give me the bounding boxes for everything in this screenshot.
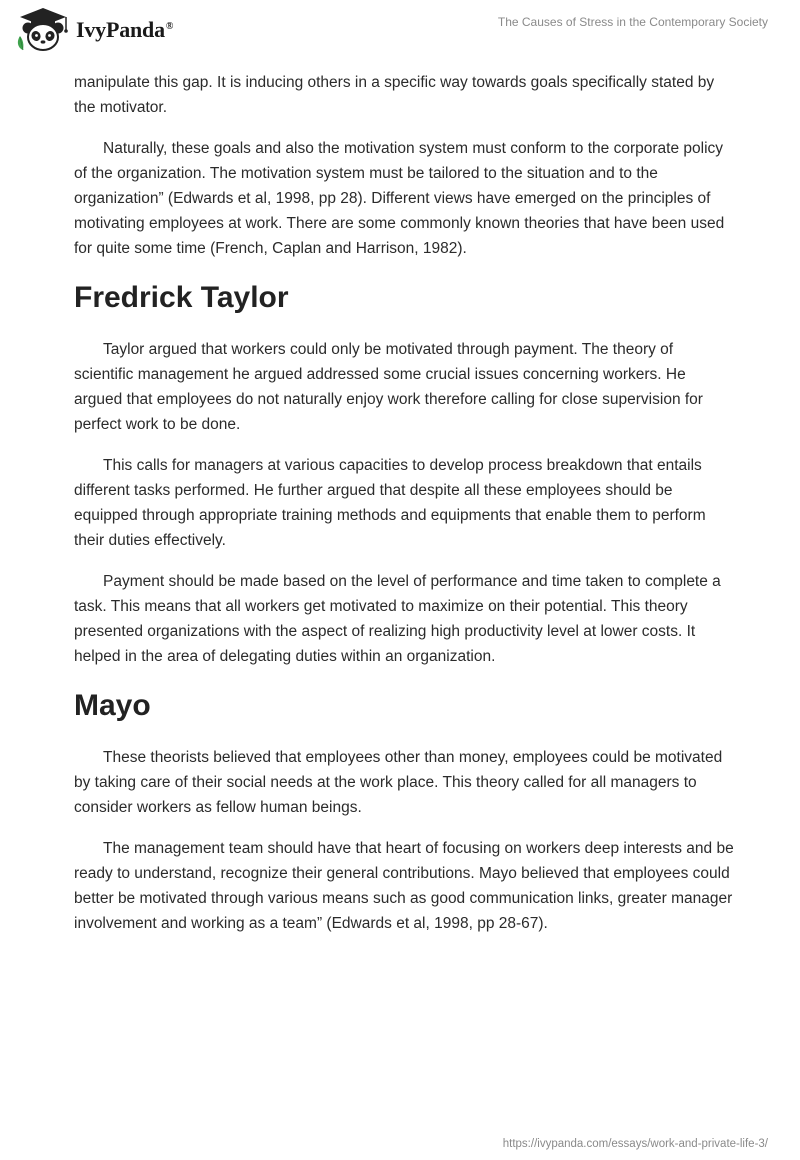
paragraph: The management team should have that heart of focusing on workers deep interests and be ready to understand, recognize their general contributions. Mayo believed that employees could better be motivated through various means such as good communication links, greater manager involvement and working as a team” (Edwards et al, 1998, pp 28-67). <box>74 840 734 932</box>
paragraph: Naturally, these goals and also the motivation system must conform to the corporate policy of the organization. The motivation system must be tailored to the situation and to the organization” (Edwards et al, 1998, pp 28). Different views have emerged on the principles of motivating employees at work. There are some commonly known theories that have been used for quite some time (French, Caplan and Harrison, 1982). <box>74 140 725 257</box>
registered-mark: ® <box>165 20 174 32</box>
source-url[interactable]: https://ivypanda.com/essays/work-and-private-life-3/ <box>502 1138 768 1150</box>
ivypanda-logo[interactable] <box>14 6 173 52</box>
paragraph: This calls for managers at various capacities to develop process breakdown that entails different tasks performed. He further argued that despite all these employees should be equipped through appropriate training methods and equipments that enable them to perform their duties effectively. <box>74 457 706 549</box>
section-heading-fredrick-taylor: Fredrick Taylor <box>74 281 289 314</box>
paragraph: These theorists believed that employees other than money, employees could be motivated by taking care of their social needs at the work place. This theory called for all managers to consider workers as fellow human beings. <box>74 749 723 816</box>
paragraph: manipulate this gap. It is inducing others in a specific way towards goals specifically stated by the motivator. <box>74 74 715 116</box>
essay-body <box>74 70 734 952</box>
page-header <box>0 0 800 70</box>
panda-graduate-logo-icon <box>14 6 72 52</box>
brand-name: IvyPanda® <box>76 17 174 42</box>
section-heading-mayo: Mayo <box>74 689 151 722</box>
document-title: The Causes of Stress in the Contemporary Society <box>497 15 768 29</box>
paragraph: Payment should be made based on the level of performance and time taken to complete a task. This means that all workers get motivated to maximize on their potential. This theory presented organizations with the aspect of realizing high productivity level at lower costs. It helped in the area of delegating duties within an organization. <box>74 573 721 665</box>
paragraph: Taylor argued that workers could only be motivated through payment. The theory of scientific management he argued addressed some crucial issues concerning workers. He argued that employees do not naturally enjoy work therefore calling for close supervision for perfect work to be done. <box>74 341 703 433</box>
